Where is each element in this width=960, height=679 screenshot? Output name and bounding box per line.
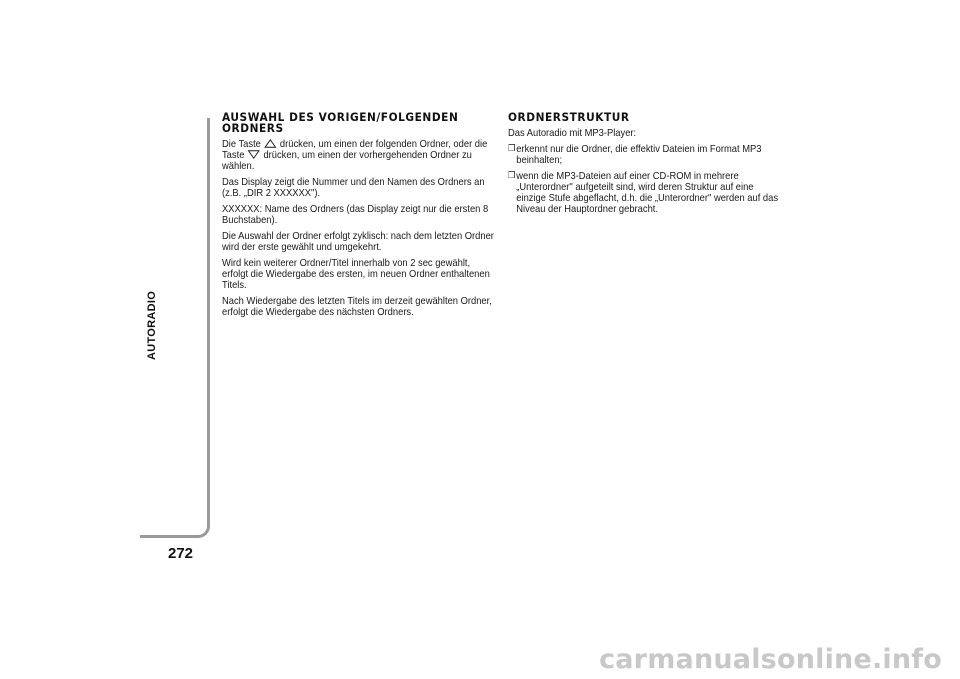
left-column — [222, 112, 494, 323]
page-number: 272 — [168, 545, 194, 562]
watermark-text: carmanualsonline.info — [599, 644, 942, 675]
right-column — [508, 112, 779, 220]
section-label-vertical: AUTORADIO — [146, 290, 158, 360]
paragraph-intro: Das Autoradio mit MP3-Player: — [508, 128, 637, 139]
list-item-text: erkennt nur die Ordner, die effektiv Dateien im Format MP3 beinhalten; — [516, 144, 762, 166]
list-item — [508, 144, 779, 166]
triangle-down-icon — [248, 150, 260, 159]
section-heading-folder-structure: ORDNERSTRUKTUR — [508, 110, 630, 124]
section-heading-folder-selection: AUSWAHL DES VORIGEN/FOLGENDEN ORDNERS — [222, 110, 459, 135]
text-fragment: drücken, um einen der vorhergehenden Ordner zu wählen. — [222, 150, 472, 172]
text-fragment: drücken, um einen der folgenden Ordner, oder die Taste — [222, 139, 488, 161]
paragraph-timeout-playback: Wird kein weiterer Ordner/Titel innerhalb von 2 sec gewählt, erfolgt die Wiedergabe des ersten, im neuen Ordner enthaltenen Titels. — [222, 258, 490, 291]
list-item-text: wenn die MP3-Dateien auf einer CD-ROM in mehrere „Unterordner" aufgeteilt sind, wird deren Struktur auf eine einzige Stufe abgeflacht, d.h. die „Unterordner" werden auf das Niveau der Hauptordner gebracht. — [516, 171, 779, 215]
checkbox-bullet-icon: ❒ — [508, 144, 516, 154]
triangle-up-icon — [264, 139, 276, 148]
paragraph-display-info: Das Display zeigt die Nummer und den Namen des Ordners an (z.B. „DIR 2 XXXXXX"). — [222, 177, 485, 199]
paragraph-next-folder: Nach Wiedergabe des letzten Titels im derzeit gewählten Ordner, erfolgt die Wiedergabe des nächsten Ordners. — [222, 296, 492, 318]
paragraph-cyclic-selection: Die Auswahl der Ordner erfolgt zyklisch: nach dem letzten Ordner wird der erste gewählt und umgekehrt. — [222, 231, 494, 253]
paragraph-button-instructions — [222, 139, 494, 172]
paragraph-folder-name: XXXXXX: Name des Ordners (das Display zeigt nur die ersten 8 Buchstaben). — [222, 204, 489, 226]
list-item — [508, 171, 779, 215]
checkbox-bullet-icon: ❒ — [508, 171, 516, 181]
text-fragment: Die Taste — [222, 139, 261, 150]
